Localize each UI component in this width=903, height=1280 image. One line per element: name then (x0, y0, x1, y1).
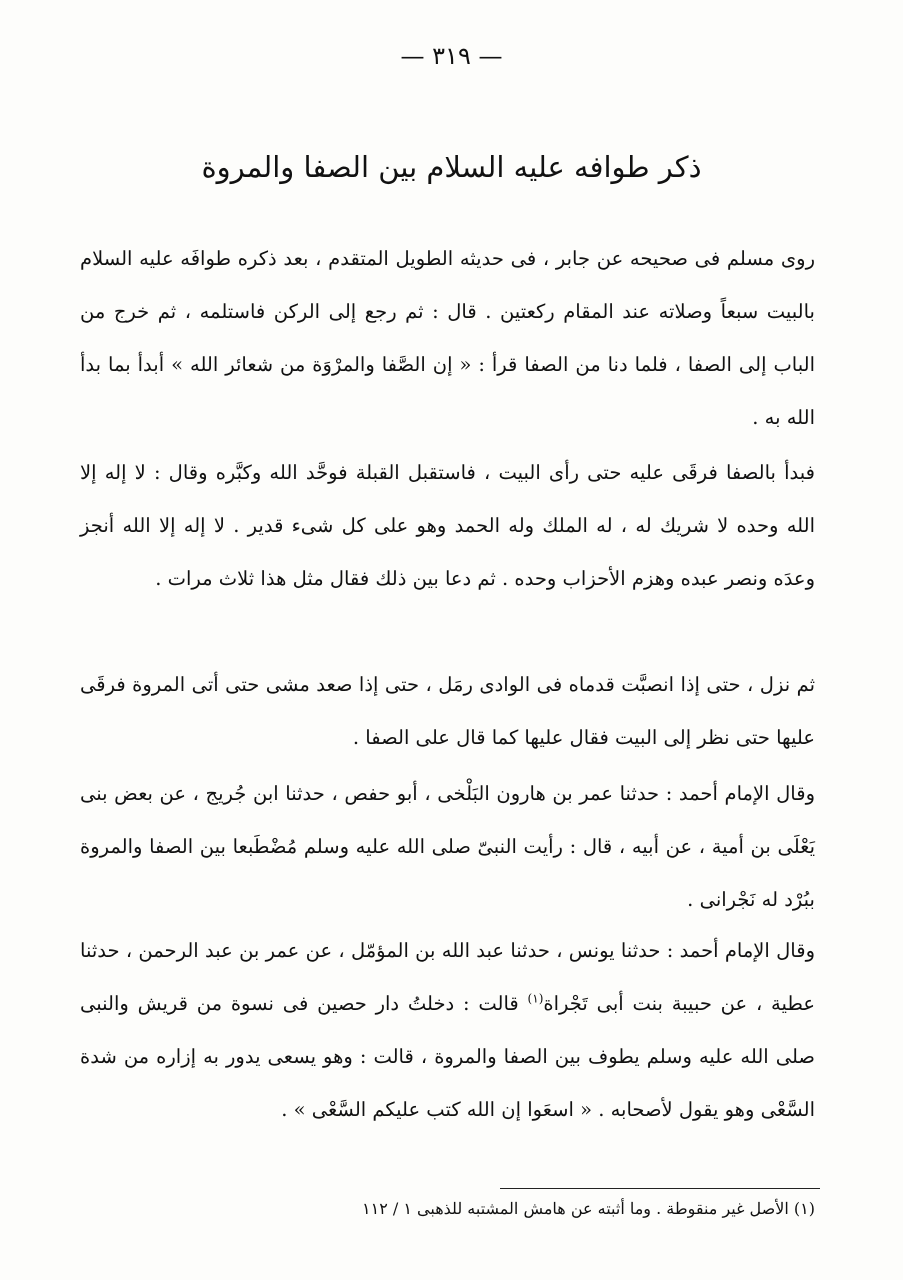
paragraph-3: ثم نزل ، حتى إذا انصبَّت قدماه فى الوادى رمَل ، حتى إذا صعد مشى حتى أتى المروة فرقَى عليها حتى نظر إلى البيت فقال عليها كما قال على الصفا . (80, 673, 815, 749)
paragraph-2: فبدأ بالصفا فرقَى عليه حتى رأى البيت ، فاستقبل القبلة فوحَّد الله وكبَّره وقال : لا إله إلا الله وحده لا شريك له ، له الملك وله الحمد وهو على كل شىء قدير . لا إله إلا الله أنجز وعدَه ونصر عبده وهزم الأحزاب وحده . ثم دعا بين ذلك فقال مثل هذا ثلاث مرات . (80, 461, 815, 590)
paragraph-5-text-after-note: قالت : دخلتُ دار حصين فى نسوة من قريش والنبى صلى الله عليه وسلم يطوف بين الصفا والمروة ، قالت : وهو يسعى يدور به إزاره من شدة السَّعْى وهو يقول لأصحابه . « اسعَوا إن الله كتب عليكم السَّعْى » . (80, 992, 815, 1121)
footnote-divider (500, 1188, 820, 1189)
footnote-marker: (١) (527, 991, 544, 1006)
paragraph-1: روى مسلم فى صحيحه عن جابر ، فى حديثه الطويل المتقدم ، بعد ذكره طوافَه عليه السلام بالبيت سبعاً وصلاته عند المقام ركعتين . قال : ثم رجع إلى الركن فاستلمه ، ثم خرج من الباب إلى الصفا ، فلما دنا من الصفا قرأ : « إن الصَّفا والمرْوَة من شعائر الله » أبدأ بما بدأ الله به . (80, 247, 815, 429)
paragraph-5 (80, 924, 815, 1136)
chapter-title: ذكر طوافه عليه السلام بين الصفا والمروة (201, 150, 702, 184)
page-number: — ٣١٩ — (400, 42, 503, 70)
footnote-1: (١) الأصل غير منقوطة . وما أثبته عن هامش المشتبه للذهبى ١ / ١١٢ (362, 1199, 815, 1218)
paragraph-4: وقال الإمام أحمد : حدثنا عمر بن هارون البَلْخى ، أبو حفص ، حدثنا ابن جُريج ، عن بعض بنى يَعْلَى بن أمية ، عن أبيه ، قال : رأيت النبىّ صلى الله عليه وسلم مُضْطَبعا بين الصفا والمروة ببُرْد له نَجْرانى . (80, 782, 815, 911)
paragraph-5-text-before-note: وقال الإمام أحمد : حدثنا يونس ، حدثنا عبد الله بن المؤمّل ، عن عمر بن عبد الرحمن ، حدثنا عطية ، عن حبيبة بنت أبى تَجْراة (80, 939, 815, 1015)
